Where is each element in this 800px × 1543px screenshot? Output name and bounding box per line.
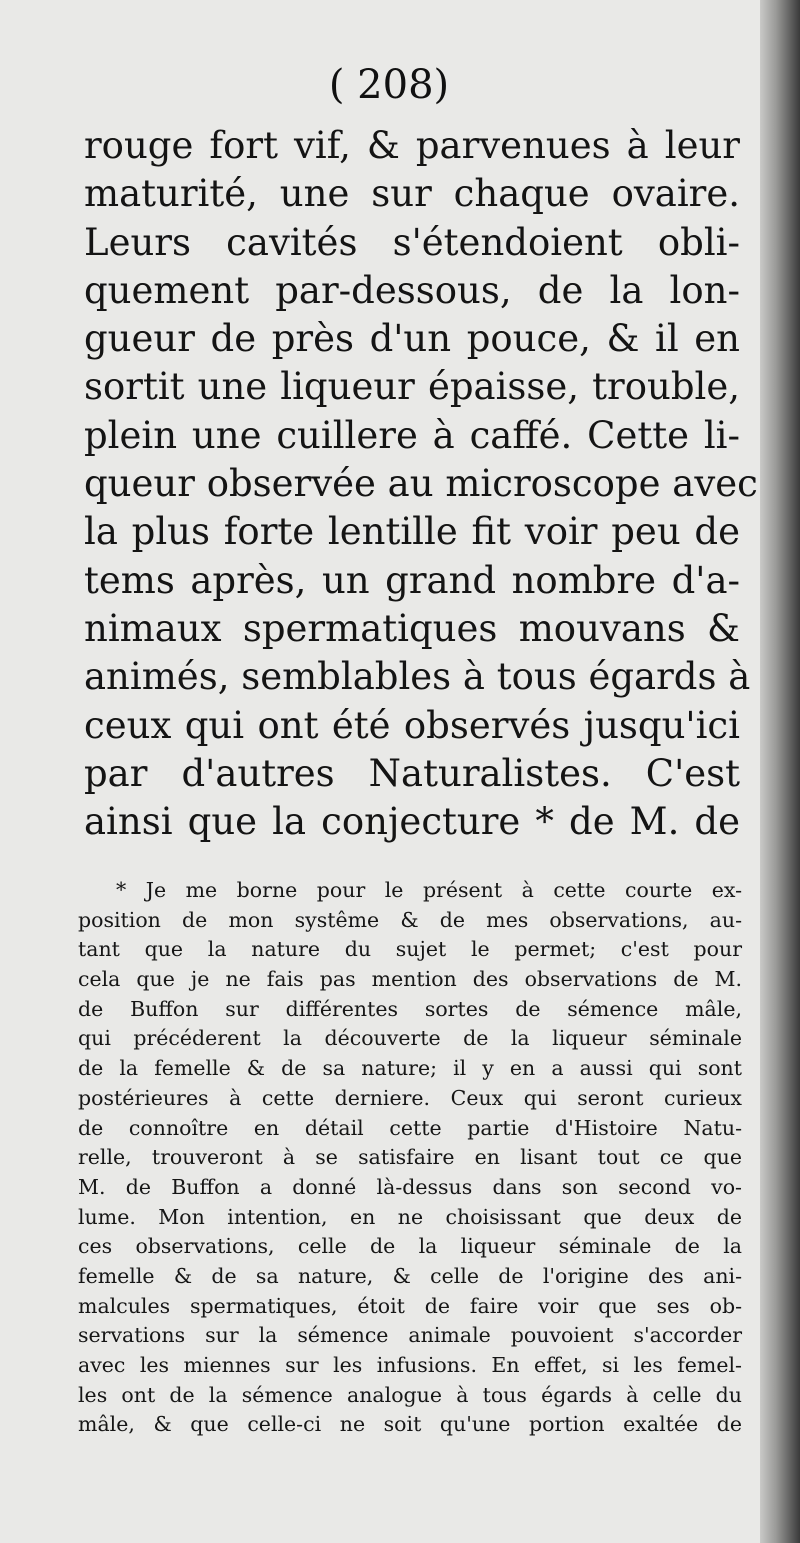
page-edge-shadow [760,0,800,1543]
body-line: queur observée au microscope avec [84,462,758,506]
body-text [84,122,758,846]
body-line: maturité, une sur chaque ovaire. [84,172,740,216]
body-line: quement par-dessous, de la lon- [84,268,740,312]
footnote-line: position de mon systême & de mes observations, au- [78,907,742,932]
body-line: la plus forte lentille fit voir peu de [84,510,740,554]
footnote-line: tant que la nature du sujet le permet; c'est pour [78,937,742,962]
footnote-line: servations sur la sémence animale pouvoient s'accorder [78,1323,742,1348]
footnote-line: de la femelle & de sa nature; il y en a aussi qui sont [78,1056,742,1081]
body-line: animés, semblables à tous égards à [84,655,751,699]
footnote-line: M. de Buffon a donné là-dessus dans son second vo- [78,1174,742,1199]
body-line: plein une cuillere à caffé. Cette li- [84,413,740,457]
body-line: Leurs cavités s'étendoient obli- [84,220,740,264]
footnote-line: qui précéderent la découverte de la liqueur séminale [78,1026,742,1051]
body-line: gueur de près d'un pouce, & il en [84,317,740,361]
body-line: sortit une liqueur épaisse, trouble, [84,365,740,409]
footnote-line: cela que je ne fais pas mention des observations de M. [78,967,742,992]
body-line: rouge fort vif, & parvenues à leur [84,124,740,167]
footnote-line: avec les miennes sur les infusions. En effet, si les femel- [78,1353,742,1377]
footnote-line: malcules spermatiques, étoit de faire voir que ses ob- [78,1293,742,1318]
body-line: ceux qui ont été observés jusqu'ici [84,703,740,747]
footnote-line: * Je me borne pour le présent à cette courte ex- [116,878,742,902]
footnote-line: de connoître en détail cette partie d'Histoire Natu- [78,1115,742,1140]
page-number: ( 208) [328,62,450,108]
footnote-line: mâle, & que celle-ci ne soit qu'une portion exaltée de [78,1412,742,1437]
footnote-line: de Buffon sur différentes sortes de sémence mâle, [78,996,742,1021]
footnote-line: les ont de la sémence analogue à tous égards à celle du [78,1382,742,1407]
body-line: tems après, un grand nombre d'a- [84,558,740,602]
body-line: nimaux spermatiques mouvans & [84,606,740,650]
body-line: ainsi que la conjecture * de M. de [84,800,740,844]
footnote-line: femelle & de sa nature, & celle de l'origine des ani- [78,1263,742,1288]
footnote [78,876,742,1440]
body-line: par d'autres Naturalistes. C'est [84,751,740,795]
footnote-line: lume. Mon intention, en ne choisissant que deux de [78,1204,742,1229]
footnote-line: relle, trouveront à se satisfaire en lisant tout ce que [78,1145,742,1170]
footnote-line: postérieures à cette derniere. Ceux qui seront curieux [78,1085,742,1110]
footnote-line: ces observations, celle de la liqueur séminale de la [78,1234,742,1259]
